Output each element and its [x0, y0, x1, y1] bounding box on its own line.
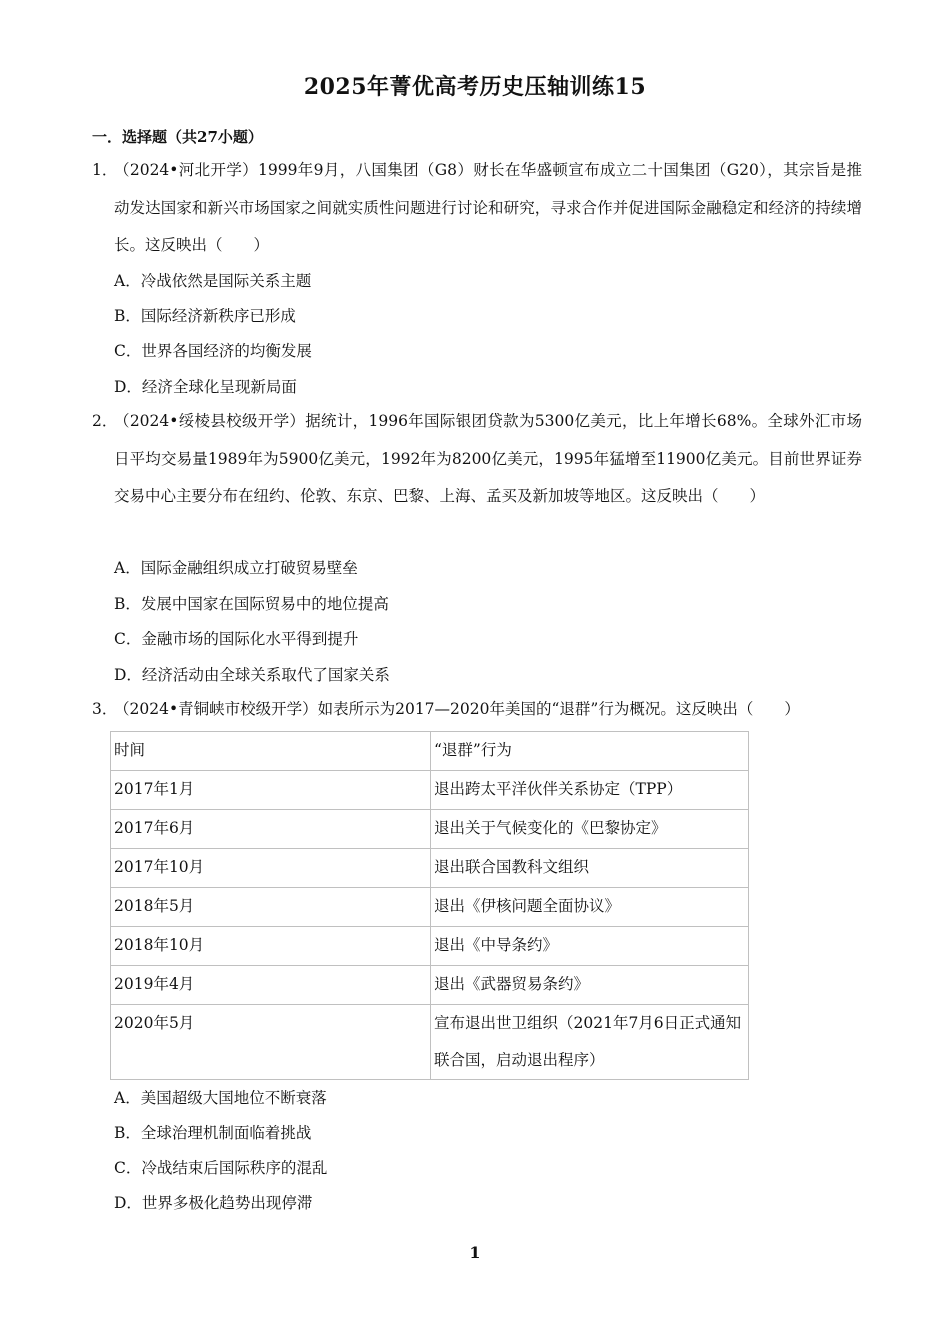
table-cell-date: 2017年1月 [111, 771, 431, 810]
table-header-cell: “退群”行为 [431, 732, 749, 771]
question-number: 1． [92, 161, 118, 179]
table-row [111, 810, 749, 849]
table-row [111, 927, 749, 966]
table-cell-date: 2017年10月 [111, 849, 431, 888]
question-stem: （2024•河北开学）1999年9月，八国集团（G8）财长在华盛顿宣布成立二十国集团（G20），其宗旨是推动发达国家和新兴市场国家之间就实质性问题进行讨论和研究，寻求合作并促进国际金融稳定和经济的持续增长。这反映出（ ） [114, 161, 862, 254]
question-number: 3． [92, 700, 118, 718]
table-cell-action: 退出《中导条约》 [431, 927, 749, 966]
option-c: C．冷战结束后国际秩序的混乱 [114, 1159, 328, 1177]
withdrawal-table [110, 731, 749, 1080]
table-cell-action: 退出《武器贸易条约》 [431, 966, 749, 1005]
table-row [111, 771, 749, 810]
option-a: A．美国超级大国地位不断衰落 [114, 1089, 327, 1107]
option-c: C．世界各国经济的均衡发展 [114, 342, 312, 360]
question-1 [92, 152, 862, 265]
table-row [111, 888, 749, 927]
question-3 [92, 691, 862, 729]
option-a: A．国际金融组织成立打破贸易壁垒 [114, 559, 358, 577]
question-number: 2． [92, 412, 118, 430]
table-header-cell: 时间 [111, 732, 431, 771]
question-2 [92, 403, 862, 516]
table-row [111, 966, 749, 1005]
table-cell-action: 退出《伊核问题全面协议》 [431, 888, 749, 927]
table-cell-action: 退出联合国教科文组织 [431, 849, 749, 888]
option-a: A．冷战依然是国际关系主题 [114, 272, 312, 290]
option-d: D．世界多极化趋势出现停滞 [114, 1194, 313, 1212]
table-cell-date: 2020年5月 [111, 1005, 431, 1080]
option-b: B．国际经济新秩序已形成 [114, 307, 296, 325]
table-cell-date: 2017年6月 [111, 810, 431, 849]
table-cell-action: 退出关于气候变化的《巴黎协定》 [431, 810, 749, 849]
option-d: D．经济活动由全球关系取代了国家关系 [114, 666, 390, 684]
option-b: B．全球治理机制面临着挑战 [114, 1124, 312, 1142]
table-cell-date: 2018年5月 [111, 888, 431, 927]
document-title: 2025年菁优高考历史压轴训练15 [303, 74, 647, 100]
section-heading: 一．选择题（共27小题） [92, 128, 263, 146]
table-cell-date: 2019年4月 [111, 966, 431, 1005]
page-number: 1 [469, 1243, 481, 1262]
option-b: B．发展中国家在国际贸易中的地位提高 [114, 595, 389, 613]
option-c: C．金融市场的国际化水平得到提升 [114, 630, 359, 648]
table-cell-date: 2018年10月 [111, 927, 431, 966]
table-cell-action: 退出跨太平洋伙伴关系协定（TPP） [431, 771, 749, 810]
table-header-row [111, 732, 749, 771]
table-cell-action: 宣布退出世卫组织（2021年7月6日正式通知联合国，启动退出程序） [431, 1005, 749, 1080]
table-row [111, 849, 749, 888]
question-stem: （2024•绥棱县校级开学）据统计，1996年国际银团贷款为5300亿美元，比上年增长68%。全球外汇市场日平均交易量1989年为5900亿美元，1992年为8200亿美元，1995年猛增至11900亿美元。目前世界证券交易中心主要分布在纽约、伦敦、东京、巴黎、上海、孟买及新加坡等地区。这反映出（ ） [114, 412, 862, 505]
question-stem: （2024•青铜峡市校级开学）如表所示为2017—2020年美国的“退群”行为概况。这反映出（ ） [114, 700, 800, 718]
option-d: D．经济全球化呈现新局面 [114, 378, 297, 396]
table-row [111, 1005, 749, 1080]
